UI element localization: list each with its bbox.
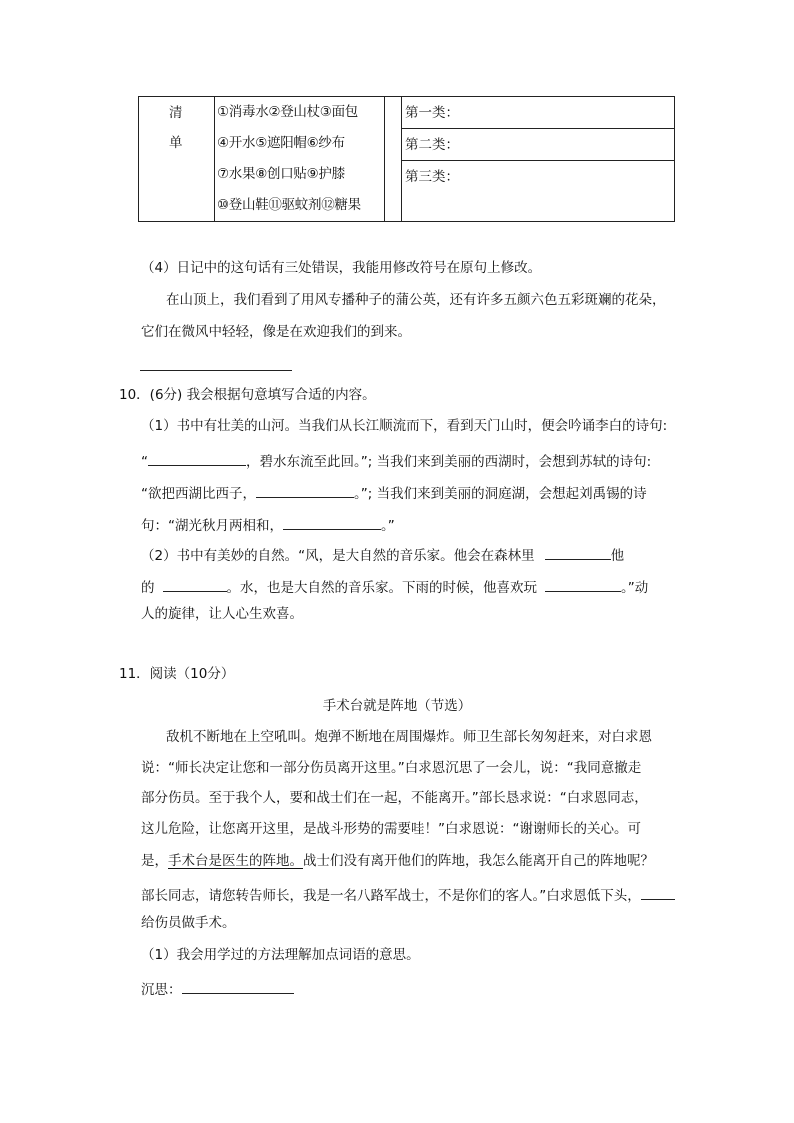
list-item: ①消毒水②登山杖③面包: [217, 104, 359, 120]
paragraph-text: 句：“湖光秋月两相和，: [141, 518, 283, 534]
category-label: 第一类：: [405, 105, 459, 121]
table-divider: [384, 97, 385, 221]
passage-line: [141, 855, 654, 869]
table-row-divider: [401, 128, 674, 129]
paragraph-line: [141, 484, 647, 502]
fill-blank[interactable]: [283, 516, 381, 530]
category-label: 第二类：: [405, 137, 459, 153]
paragraph-line: [141, 578, 648, 596]
fill-blank[interactable]: [148, 452, 246, 466]
question-heading: 10．(6分) 我会根据句意填写合适的内容。: [119, 387, 376, 403]
fill-blank[interactable]: [641, 886, 675, 900]
answer-blank[interactable]: [182, 980, 294, 994]
paragraph-line: [141, 546, 624, 564]
list-item: ⑩登山鞋⑪驱蚊剂⑫糖果: [217, 197, 361, 213]
list-item: ④开水⑤遮阳帽⑥纱布: [217, 135, 345, 151]
paragraph-text: （2）书中有美妙的自然。“风，是大自然的音乐家。他会在森林里: [141, 548, 535, 564]
paragraph-text: ，碧水东流至此回。”; 当我们来到美丽的西湖时，会想到苏轼的诗句:: [246, 454, 652, 470]
question-prompt: （1）我会用学过的方法理解加点词语的意思。: [141, 947, 420, 963]
paragraph-text: 人的旋律，让人心生欢喜。: [141, 606, 303, 622]
question-prompt: （4）日记中的这句话有三处错误，我能用修改符号在原句上修改。: [141, 260, 542, 276]
paragraph-line: [141, 452, 651, 470]
table-label: 单: [169, 135, 183, 151]
paragraph-text: 。”动: [621, 580, 649, 596]
passage-title: 手术台就是阵地（节选）: [322, 698, 472, 714]
table-row-divider: [401, 160, 674, 161]
category-label: 第三类：: [405, 169, 459, 185]
table-divider: [401, 97, 402, 221]
fill-blank[interactable]: [545, 546, 611, 560]
checklist-table: [138, 96, 675, 222]
underlined-sentence: 手术台是医生的阵地。: [168, 853, 303, 869]
paragraph-text: “: [141, 454, 148, 470]
paragraph-text: 。”: [381, 518, 395, 534]
table-label: 清: [169, 105, 183, 121]
paragraph-text: 。”; 当我们来到美丽的洞庭湖，会想起刘禹锡的诗: [354, 486, 647, 502]
paragraph-text: （1）书中有壮美的山河。当我们从长江顺流而下，看到天门山时，便会吟诵李白的诗句:: [141, 418, 668, 434]
answer-label: 沉思：: [141, 982, 182, 998]
fill-blank[interactable]: [545, 578, 621, 592]
passage-text: 给伤员做手术。: [141, 915, 236, 931]
fill-blank[interactable]: [256, 484, 354, 498]
passage-text: 说：“师长决定让您和一部分伤员离开这里。”白求恩沉思了一会儿，说：“我同意撤走: [141, 760, 642, 776]
passage-text: 是，: [141, 853, 168, 869]
paragraph-text: “欲把西湖比西子，: [141, 486, 256, 502]
list-item: ⑦水果⑧创口贴⑨护膝: [217, 166, 345, 182]
answer-line[interactable]: [140, 370, 292, 371]
passage-text: 部分伤员。至于我个人，要和战士们在一起，不能离开。”部长恳求说：“白求恩同志，: [141, 790, 648, 806]
paragraph-text: 。水，也是大自然的音乐家。下雨的时候，他喜欢玩: [226, 580, 537, 596]
sentence-text: 它们在微风中轻轻，像是在欢迎我们的到来。: [141, 324, 411, 340]
paragraph-text: 的: [141, 580, 155, 596]
passage-text: 战士们没有离开他们的阵地，我怎么能离开自己的阵地呢？: [303, 853, 654, 869]
table-divider: [214, 97, 215, 221]
passage-line: [141, 886, 675, 904]
paragraph-line: [141, 516, 395, 534]
passage-text: 敌机不断地在上空吼叫。炮弹不断地在周围爆炸。师卫生部长匆匆赶来，对白求恩: [166, 729, 652, 745]
passage-text: 部长同志，请您转告师长，我是一名八路军战士，不是你们的客人。”白求恩低下头，: [141, 888, 641, 904]
question-heading: 11．阅读（10分）: [119, 666, 235, 682]
answer-row: [141, 980, 294, 998]
sentence-text: 在山顶上，我们看到了用风专播种子的蒲公英，还有许多五颜六色五彩斑斓的花朵，: [166, 292, 666, 308]
paragraph-text: 他: [610, 548, 625, 564]
fill-blank[interactable]: [163, 578, 227, 592]
passage-text: 这儿危险，让您离开这里，是战斗形势的需要哇！”白求恩说：“谢谢师长的关心。可: [141, 821, 641, 837]
